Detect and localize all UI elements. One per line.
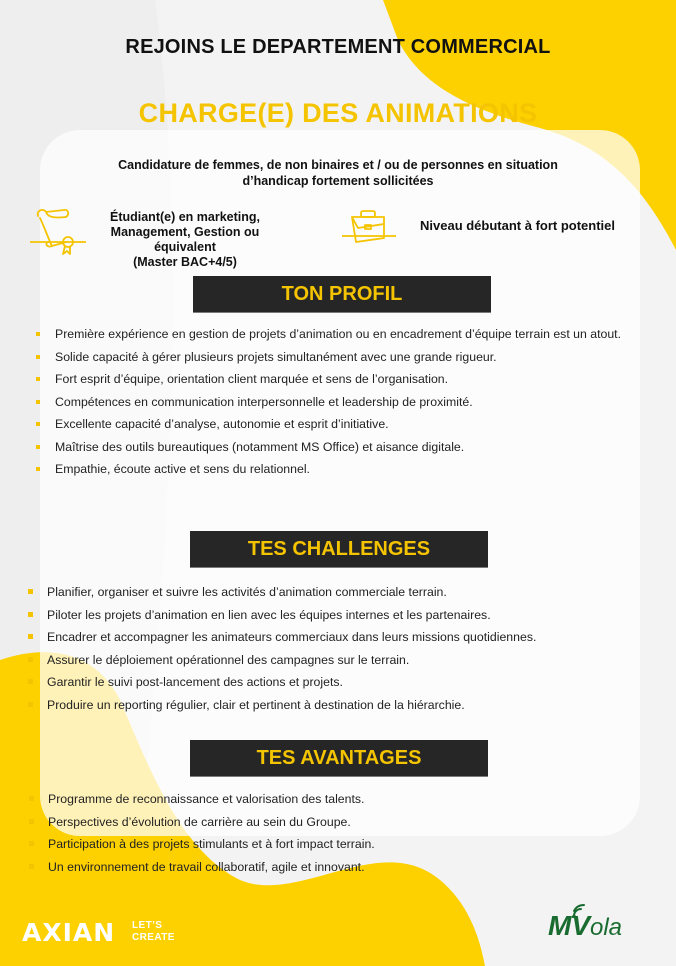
education-line-3: (Master BAC+4/5) xyxy=(133,255,237,269)
list-item: Garantir le suivi post-lancement des actions et projets. xyxy=(26,671,646,694)
mvola-logo xyxy=(548,906,658,946)
bullet-icon xyxy=(36,355,40,359)
diversity-statement xyxy=(60,157,616,189)
diploma-scroll-icon xyxy=(30,206,86,256)
list-item: Compétences en communication interpersonnelle et leadership de proximité. xyxy=(34,391,634,414)
bullet-icon xyxy=(28,634,33,639)
bullet-icon xyxy=(36,332,40,336)
axian-tagline: LET’S CREATE xyxy=(132,920,175,943)
section-title-profil: TON PROFIL xyxy=(193,276,491,312)
bullet-icon xyxy=(36,467,40,471)
bullet-icon xyxy=(28,612,33,617)
section-title-challenges: TES CHALLENGES xyxy=(190,531,488,567)
bullet-icon xyxy=(28,679,33,684)
list-item: Encadrer et accompagner les animateurs commerciaux dans leurs missions quotidiennes. xyxy=(26,626,646,649)
list-item: Assurer le déploiement opérationnel des campagnes sur le terrain. xyxy=(26,649,646,672)
list-item: Première expérience en gestion de projets d’animation ou en encadrement d’équipe terrain est un atout. xyxy=(34,323,634,346)
bullet-icon xyxy=(28,589,33,594)
mvola-rest: ola xyxy=(590,914,623,941)
profil-list xyxy=(34,323,634,481)
diversity-line-1: Candidature de femmes, de non binaires et / ou de personnes en situation xyxy=(118,158,558,172)
bullet-icon xyxy=(29,796,34,801)
education-requirement xyxy=(80,210,290,270)
bullet-icon xyxy=(29,841,34,846)
avantages-list xyxy=(27,788,647,878)
bullet-icon xyxy=(29,864,34,869)
diversity-line-2: d’handicap fortement sollicitées xyxy=(242,174,434,188)
bullet-icon xyxy=(29,819,34,824)
section-title-avantages: TES AVANTAGES xyxy=(190,740,488,776)
list-item: Excellente capacité d’analyse, autonomie et esprit d’initiative. xyxy=(34,413,634,436)
list-item: Empathie, écoute active et sens du relationnel. xyxy=(34,458,634,481)
education-line-2: Management, Gestion ou équivalent xyxy=(110,225,260,254)
list-item: Un environnement de travail collaboratif, agile et innovant. xyxy=(27,856,647,879)
list-item: Participation à des projets stimulants et à fort impact terrain. xyxy=(27,833,647,856)
experience-level: Niveau débutant à fort potentiel xyxy=(420,218,616,233)
axian-wordmark: AXIAN xyxy=(22,918,116,947)
list-item: Fort esprit d’équipe, orientation client marquée et sens de l’organisation. xyxy=(34,368,634,391)
bullet-icon xyxy=(28,702,33,707)
section-header-profil xyxy=(0,276,676,312)
bullet-icon xyxy=(36,422,40,426)
section-header-avantages xyxy=(0,740,676,776)
department-title: REJOINS LE DEPARTEMENT COMMERCIAL xyxy=(125,36,551,58)
requirements-row xyxy=(0,204,676,269)
mvola-bold: MV xyxy=(548,910,590,941)
list-item: Perspectives d’évolution de carrière au sein du Groupe. xyxy=(27,811,647,834)
briefcase-icon xyxy=(340,208,398,246)
list-item: Solide capacité à gérer plusieurs projets simultanément avec une grande rigueur. xyxy=(34,346,634,369)
bullet-icon xyxy=(36,377,40,381)
bullet-icon xyxy=(28,657,33,662)
education-line-1: Étudiant(e) en marketing, xyxy=(109,210,261,224)
job-title: CHARGE(E) DES ANIMATIONS xyxy=(138,98,538,128)
challenges-list xyxy=(26,581,646,716)
bullet-icon xyxy=(36,400,40,404)
list-item: Produire un reporting régulier, clair et pertinent à destination de la hiérarchie. xyxy=(26,694,646,717)
list-item: Piloter les projets d’animation en lien avec les équipes internes et les partenaires. xyxy=(26,604,646,627)
list-item: Programme de reconnaissance et valorisation des talents. xyxy=(27,788,647,811)
list-item: Maîtrise des outils bureautiques (notamment MS Office) et aisance digitale. xyxy=(34,436,634,459)
section-header-challenges xyxy=(0,531,676,567)
bullet-icon xyxy=(36,445,40,449)
list-item: Planifier, organiser et suivre les activités d’animation commerciale terrain. xyxy=(26,581,646,604)
